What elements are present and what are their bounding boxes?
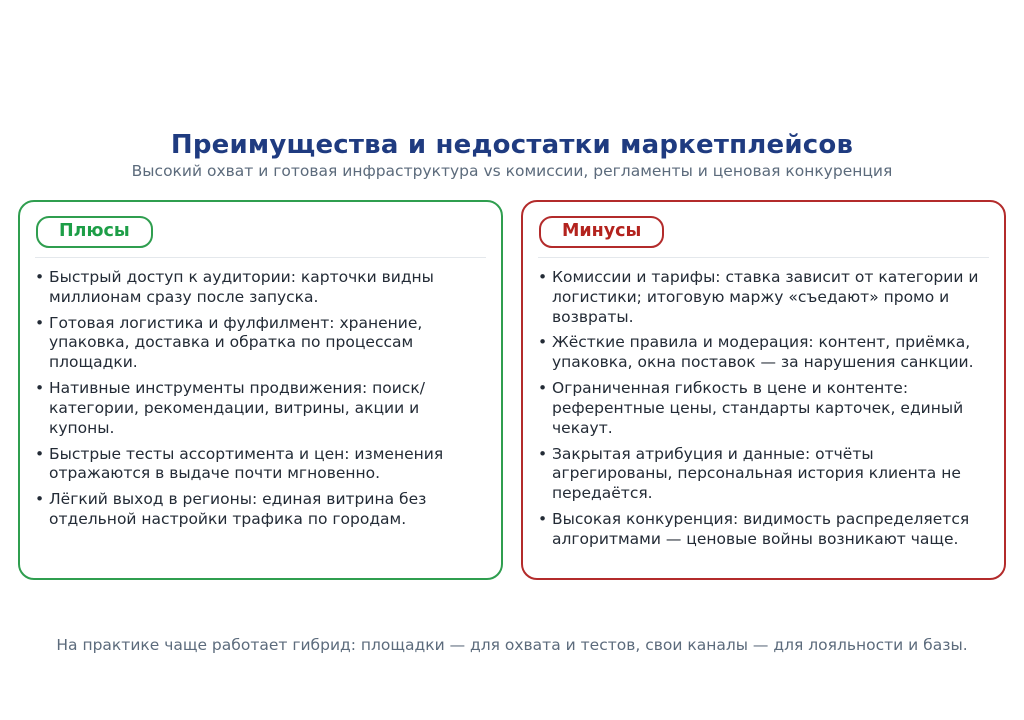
list-item: • Высокая конкуренция: видимость распределяется алгоритмами — ценовые войны возникают чаще. bbox=[538, 510, 987, 550]
list-item: • Жёсткие правила и модерация: контент, приёмка, упаковка, окна поставок — за нарушения санкции. bbox=[538, 333, 987, 373]
list-item: • Готовая логистика и фулфилмент: хранение, упаковка, доставка и обратка по процессам площадки. bbox=[35, 314, 484, 373]
pros-divider bbox=[35, 257, 486, 258]
list-item: • Закрытая атрибуция и данные: отчёты агрегированы, персональная история клиента не передаётся. bbox=[538, 445, 987, 504]
cons-panel bbox=[521, 200, 1006, 580]
panels-row bbox=[18, 200, 1006, 580]
pros-panel bbox=[18, 200, 503, 580]
cons-badge: Минусы bbox=[539, 216, 664, 248]
list-item: • Быстрые тесты ассортимента и цен: изменения отражаются в выдаче почти мгновенно. bbox=[35, 445, 484, 485]
cons-list bbox=[538, 268, 989, 550]
list-item: • Лёгкий выход в регионы: единая витрина без отдельной настройки трафика по городам. bbox=[35, 490, 484, 530]
slide-header bbox=[0, 132, 1024, 180]
list-item: • Нативные инструменты продвижения: поиск/категории, рекомендации, витрины, акции и купоны. bbox=[35, 379, 484, 438]
list-item: • Быстрый доступ к аудитории: карточки видны миллионам сразу после запуска. bbox=[35, 268, 484, 308]
list-item: • Ограниченная гибкость в цене и контенте: референтные цены, стандарты карточек, единый чекаут. bbox=[538, 379, 987, 438]
pros-badge: Плюсы bbox=[36, 216, 153, 248]
footer-note: На практике чаще работает гибрид: площадки — для охвата и тестов, свои каналы — для лояльности и базы. bbox=[56, 636, 968, 654]
list-item: • Комиссии и тарифы: ставка зависит от категории и логистики; итоговую маржу «съедают» промо и возвраты. bbox=[538, 268, 987, 327]
page-title: Преимущества и недостатки маркетплейсов bbox=[170, 130, 854, 160]
pros-list bbox=[35, 268, 486, 530]
page-subtitle: Высокий охват и готовая инфраструктура vs комиссии, регламенты и ценовая конкуренция bbox=[131, 162, 893, 181]
cons-divider bbox=[538, 257, 989, 258]
